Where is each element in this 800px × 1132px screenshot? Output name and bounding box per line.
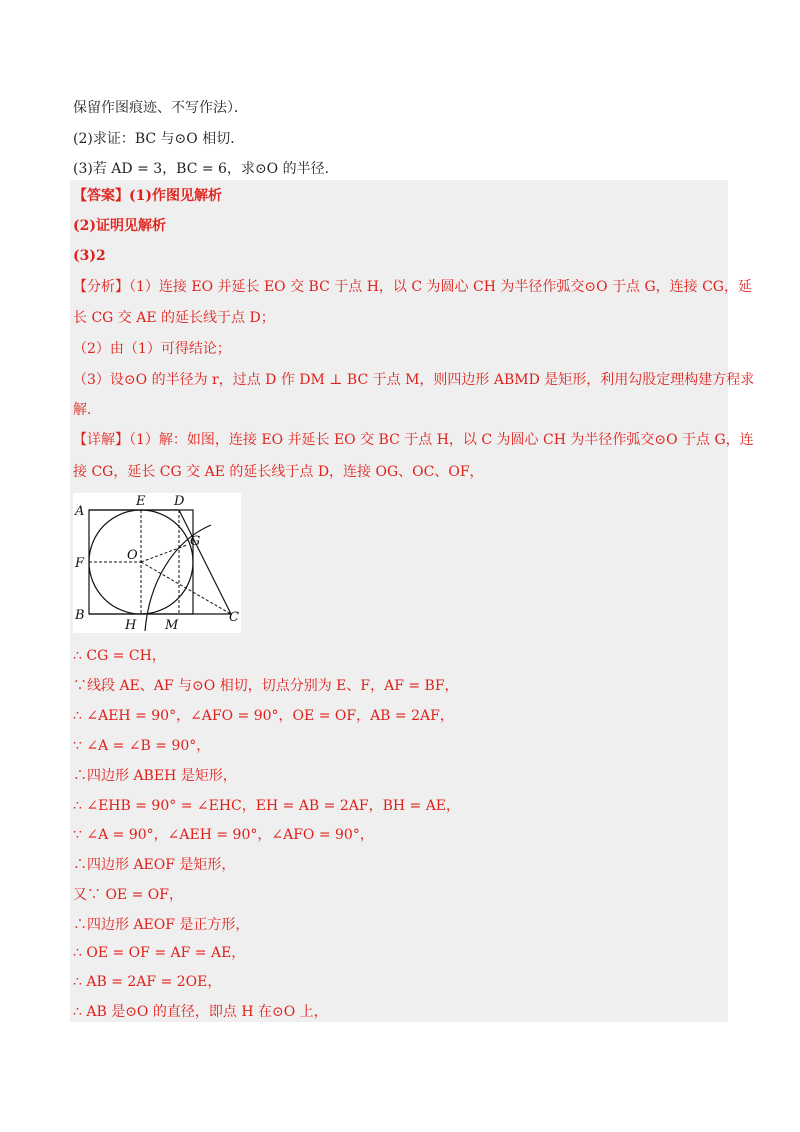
proof-line-10: ∴四边形 AEOF 是正方形， (73, 917, 250, 933)
question-line-1: 保留作图痕迹、不写作法）． (73, 100, 248, 116)
question-line-2: (2)求证：BC 与⊙O 相切． (73, 131, 245, 147)
analysis-line-3: （2）由（1）可得结论； (73, 341, 231, 357)
analysis-line-4: （3）设⊙O 的半径为 r，过点 D 作 DM ⊥ BC 于点 M，则四边形 ABMD 是矩形，利用勾股定理构建方程求 (73, 372, 755, 388)
proof-line-7: ∵ ∠A = 90°，∠AEH = 90°，∠AFO = 90°， (73, 827, 374, 843)
label-d: D (174, 494, 185, 509)
proof-line-4: ∵ ∠A = ∠B = 90°， (73, 738, 211, 754)
label-m: M (165, 618, 179, 633)
label-c: C (229, 610, 239, 625)
proof-line-2: ∵线段 AE、AF 与⊙O 相切，切点分别为 E、F，AF = BF， (73, 678, 459, 694)
detail-line-2: 接 CG，延长 CG 交 AE 的延长线于点 D，连接 OG、OC、OF， (73, 464, 484, 480)
detail-line-1: 【详解】（1）解：如图，连接 EO 并延长 EO 交 BC 于点 H，以 C 为圆心 CH 为半径作弧交⊙O 于点 G，连 (73, 432, 754, 448)
label-o: O (127, 548, 138, 563)
label-e: E (136, 494, 146, 509)
analysis-line-1: 【分析】（1）连接 EO 并延长 EO 交 BC 于点 H，以 C 为圆心 CH 为半径作弧交⊙O 于点 G，连接 CG，延 (73, 279, 752, 295)
answer-line-1: 【答案】(1)作图见解析 (73, 188, 222, 204)
proof-line-9: 又∵ OE = OF， (73, 887, 183, 903)
label-a: A (75, 504, 85, 519)
geometry-figure (73, 493, 241, 633)
label-h: H (125, 618, 137, 633)
arc-centered-c (145, 525, 211, 631)
proof-line-12: ∴ AB = 2AF = 2OE， (73, 974, 222, 990)
label-f: F (75, 556, 85, 571)
question-line-3: (3)若 AD = 3，BC = 6，求⊙O 的半径． (73, 161, 339, 177)
answer-line-3: (3)2 (73, 248, 106, 264)
label-b: B (75, 608, 85, 623)
analysis-line-2: 长 CG 交 AE 的延长线于点 D； (73, 310, 275, 326)
label-g: G (190, 534, 201, 549)
segment-dc (179, 510, 231, 614)
proof-line-3: ∴ ∠AEH = 90°，∠AFO = 90°，OE = OF，AB = 2AF， (73, 708, 454, 724)
proof-line-11: ∴ OE = OF = AF = AE， (73, 945, 246, 961)
proof-line-5: ∴四边形 ABEH 是矩形， (73, 768, 237, 784)
proof-line-6: ∴ ∠EHB = 90° = ∠EHC，EH = AB = 2AF，BH = AE， (73, 798, 461, 814)
proof-line-13: ∴ AB 是⊙O 的直径，即点 H 在⊙O 上， (73, 1004, 328, 1020)
answer-line-2: (2)证明见解析 (73, 218, 166, 234)
dashed-og (141, 545, 187, 562)
proof-line-8: ∴四边形 AEOF 是矩形， (73, 857, 236, 873)
analysis-line-5: 解． (73, 402, 101, 418)
proof-line-1: ∴ CG = CH， (73, 648, 166, 664)
